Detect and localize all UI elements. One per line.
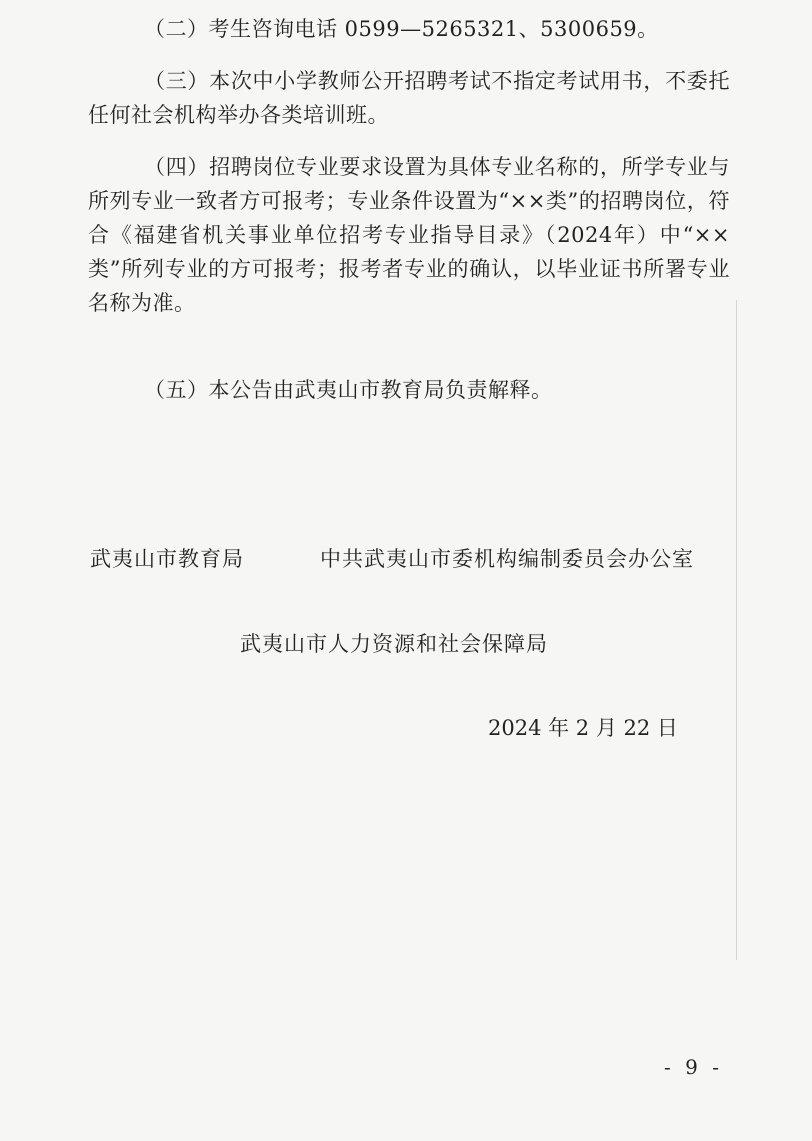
paragraph-interpretation: （五）本公告由武夷山市教育局负责解释。 bbox=[144, 378, 553, 402]
paragraph-no-textbook: （三）本次中小学教师公开招聘考试不指定考试用书，不委托任何社会机构举办各类培训班。 bbox=[88, 69, 730, 127]
paragraph-contact-phone: （二）考生咨询电话 0599—5265321、5300659。 bbox=[144, 17, 659, 41]
signature-hr-bureau: 武夷山市人力资源和社会保障局 bbox=[240, 632, 548, 656]
page-number: - 9 - bbox=[664, 1055, 723, 1079]
signature-education-bureau: 武夷山市教育局 bbox=[90, 547, 244, 571]
signature-staffing-office: 中共武夷山市委机构编制委员会办公室 bbox=[320, 547, 694, 571]
document-date: 2024 年 2 月 22 日 bbox=[488, 716, 678, 740]
paragraph-major-requirements: （四）招聘岗位专业要求设置为具体专业名称的，所学专业与所列专业一致者方可报考；专业条件设置为“××类”的招聘岗位，符合《福建省机关事业单位招考专业指导目录》（2024年）中“××类”所列专业的方可报考；报考者专业的确认，以毕业证书所署专业名称为准。 bbox=[88, 155, 730, 315]
scan-edge-line bbox=[736, 300, 737, 960]
